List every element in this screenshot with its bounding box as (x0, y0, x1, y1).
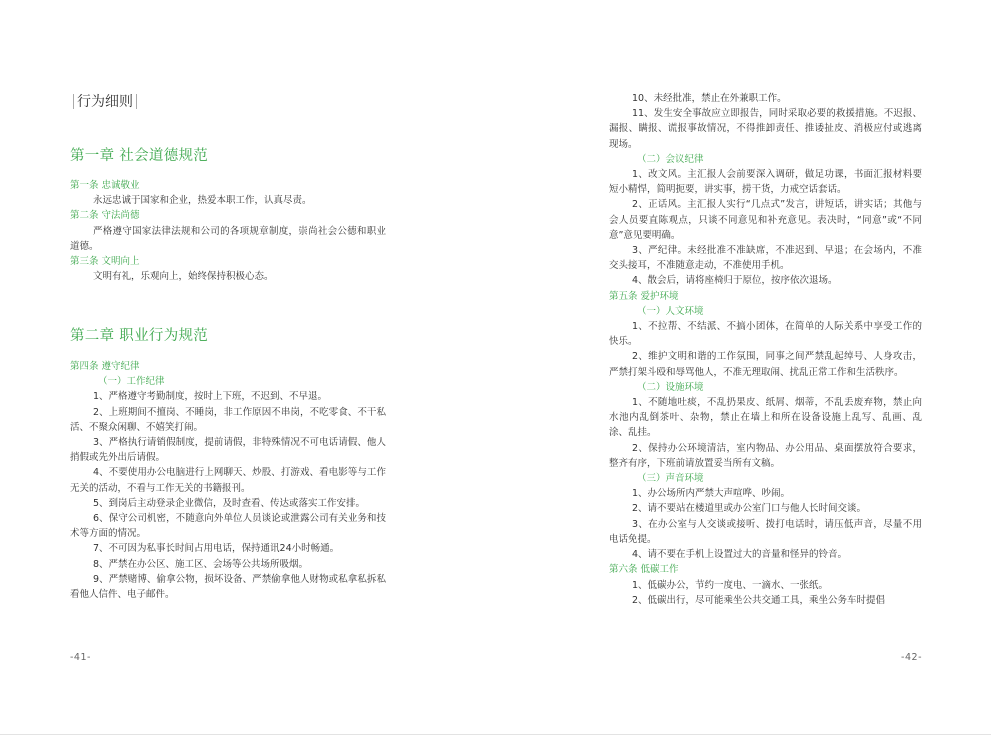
facility-env-heading: （二）设施环境 (637, 381, 704, 393)
discipline-item: 11、发生安全事故应立即报告，同时采取必要的救援措施。不迟报、漏报、瞒报、谎报事故情况，不得推卸责任、推诿扯皮、消极应付或逃离现场。 (609, 108, 922, 150)
env-item: 1、办公场所内严禁大声喧哗、吵闹。 (632, 488, 791, 500)
article-4-title: 第四条 遵守纪律 (70, 361, 140, 372)
discipline-item: 8、严禁在办公区、施工区、会场等公共场所吸烟。 (93, 558, 309, 570)
article-2-text: 严格遵守国家法律法规和公司的各项规章制度，崇尚社会公德和职业道德。 (70, 225, 386, 252)
section-heading-text: 行为细则 (77, 94, 133, 110)
heading-bar-right (136, 94, 137, 109)
chapter1-body (70, 178, 386, 284)
meeting-item: 1、改文风。主汇报人会前要深入调研，做足功课，书面汇报材料要短小精悍，简明扼要，讲实事，捞干货，力戒空话套话。 (609, 169, 922, 196)
env-item: 2、维护文明和谐的工作氛围，同事之间严禁乱起绰号、人身攻击，严禁打架斗殴和辱骂他人，不准无理取闹、扰乱正常工作和生活秩序。 (609, 351, 922, 378)
article-3-text: 文明有礼，乐观向上，始终保持积极心态。 (93, 271, 274, 283)
env-item: 4、请不要在手机上设置过大的音量和怪异的铃音。 (632, 549, 848, 561)
work-discipline-heading: （一）工作纪律 (98, 376, 165, 388)
discipline-item: 2、上班期间不擅岗、不睡岗，非工作原因不串岗，不吃零食、不干私活、不聚众闲聊、不嬉笑打闹。 (70, 406, 386, 433)
discipline-item: 1、严格遵守考勤制度，按时上下班，不迟到、不早退。 (93, 391, 328, 403)
chapter2-body (70, 359, 386, 602)
article-6-title: 第六条 低碳工作 (609, 564, 679, 576)
discipline-item: 5、到岗后主动登录企业微信，及时查看、传达或落实工作安排。 (93, 497, 366, 509)
article-2-title: 第二条 守法尚德 (70, 210, 140, 222)
article-5-title: 第五条 爱护环境 (609, 290, 679, 302)
right-page (609, 0, 922, 739)
meeting-item: 3、严纪律。未经批准不准缺席，不准迟到、早退；在会场内，不准交头接耳，不准随意走动，不准使用手机。 (609, 245, 922, 272)
article-1-text: 永远忠诚于国家和企业，热爱本职工作，认真尽责。 (93, 195, 312, 207)
sound-env-heading: （三）声音环境 (637, 473, 704, 485)
env-item: 1、不随地吐痰，不乱扔果皮、纸屑、烟蒂，不乱丢废弃物，禁止向水池内乱倒茶叶、杂物，禁止在墙上和所在设备设施上乱写、乱画、乱涂、乱挂。 (609, 397, 922, 439)
page-number-left: -41- (70, 652, 91, 663)
humanistic-env-heading: （一）人文环境 (637, 305, 704, 317)
meeting-item: 4、散会后，请将座椅归于原位，按序依次退场。 (632, 275, 838, 287)
env-item: 2、请不要站在楼道里或办公室门口与他人长时间交谈。 (632, 503, 867, 515)
discipline-item: 10、未经批准，禁止在外兼职工作。 (632, 93, 787, 104)
left-page (70, 0, 386, 739)
env-item: 3、在办公室与人交谈或接听、拨打电话时，请压低声音，尽量不用电话免提。 (609, 518, 922, 545)
env-item: 1、不拉帮、不结派、不搞小团体，在简单的人际关系中享受工作的快乐。 (609, 321, 922, 348)
discipline-item: 3、严格执行请销假制度，提前请假，非特殊情况不可电话请假、他人捎假或先外出后请假。 (70, 437, 386, 464)
discipline-item: 6、保守公司机密，不随意向外单位人员谈论或泄露公司有关业务和技术等方面的情况。 (70, 513, 386, 540)
low-carbon-item: 1、低碳办公，节约一度电、一滴水、一张纸。 (632, 579, 829, 591)
chapter-title-2: 第二章 职业行为规范 (70, 328, 209, 344)
page-number-right: -42- (901, 652, 922, 663)
section-heading (70, 91, 140, 111)
discipline-item: 9、严禁赌博、偷拿公物，损坏设备、严禁偷拿他人财物或私拿私拆私看他人信件、电子邮件。 (70, 573, 386, 601)
meeting-discipline-heading: （二）会议纪律 (637, 153, 704, 165)
discipline-item: 7、不可因为私事长时间占用电话，保持通讯24小时畅通。 (93, 543, 340, 555)
right-page-body (609, 91, 922, 608)
low-carbon-item: 2、低碳出行，尽可能乘坐公共交通工具，乘坐公务车时提倡 (632, 594, 886, 606)
article-3-title: 第三条 文明向上 (70, 256, 140, 268)
heading-bar-left (73, 94, 74, 109)
env-item: 2、保持办公环境清洁，室内物品、办公用品、桌面摆放符合要求，整齐有序，下班前请放置妥当所有文稿。 (609, 442, 922, 469)
chapter-title-1: 第一章 社会道德规范 (70, 148, 209, 164)
article-1-title: 第一条 忠诚敬业 (70, 180, 140, 191)
discipline-item: 4、不要使用办公电脑进行上网聊天、炒股、打游戏、看电影等与工作无关的活动，不看与工作无关的书籍报刊。 (70, 467, 386, 494)
meeting-item: 2、正话风。主汇报人实行“几点式”发言，讲短话，讲实话；其他与会人员要直陈观点，只谈不同意见和补充意见。表决时，“同意”或“不同意”意见要明确。 (609, 199, 922, 241)
